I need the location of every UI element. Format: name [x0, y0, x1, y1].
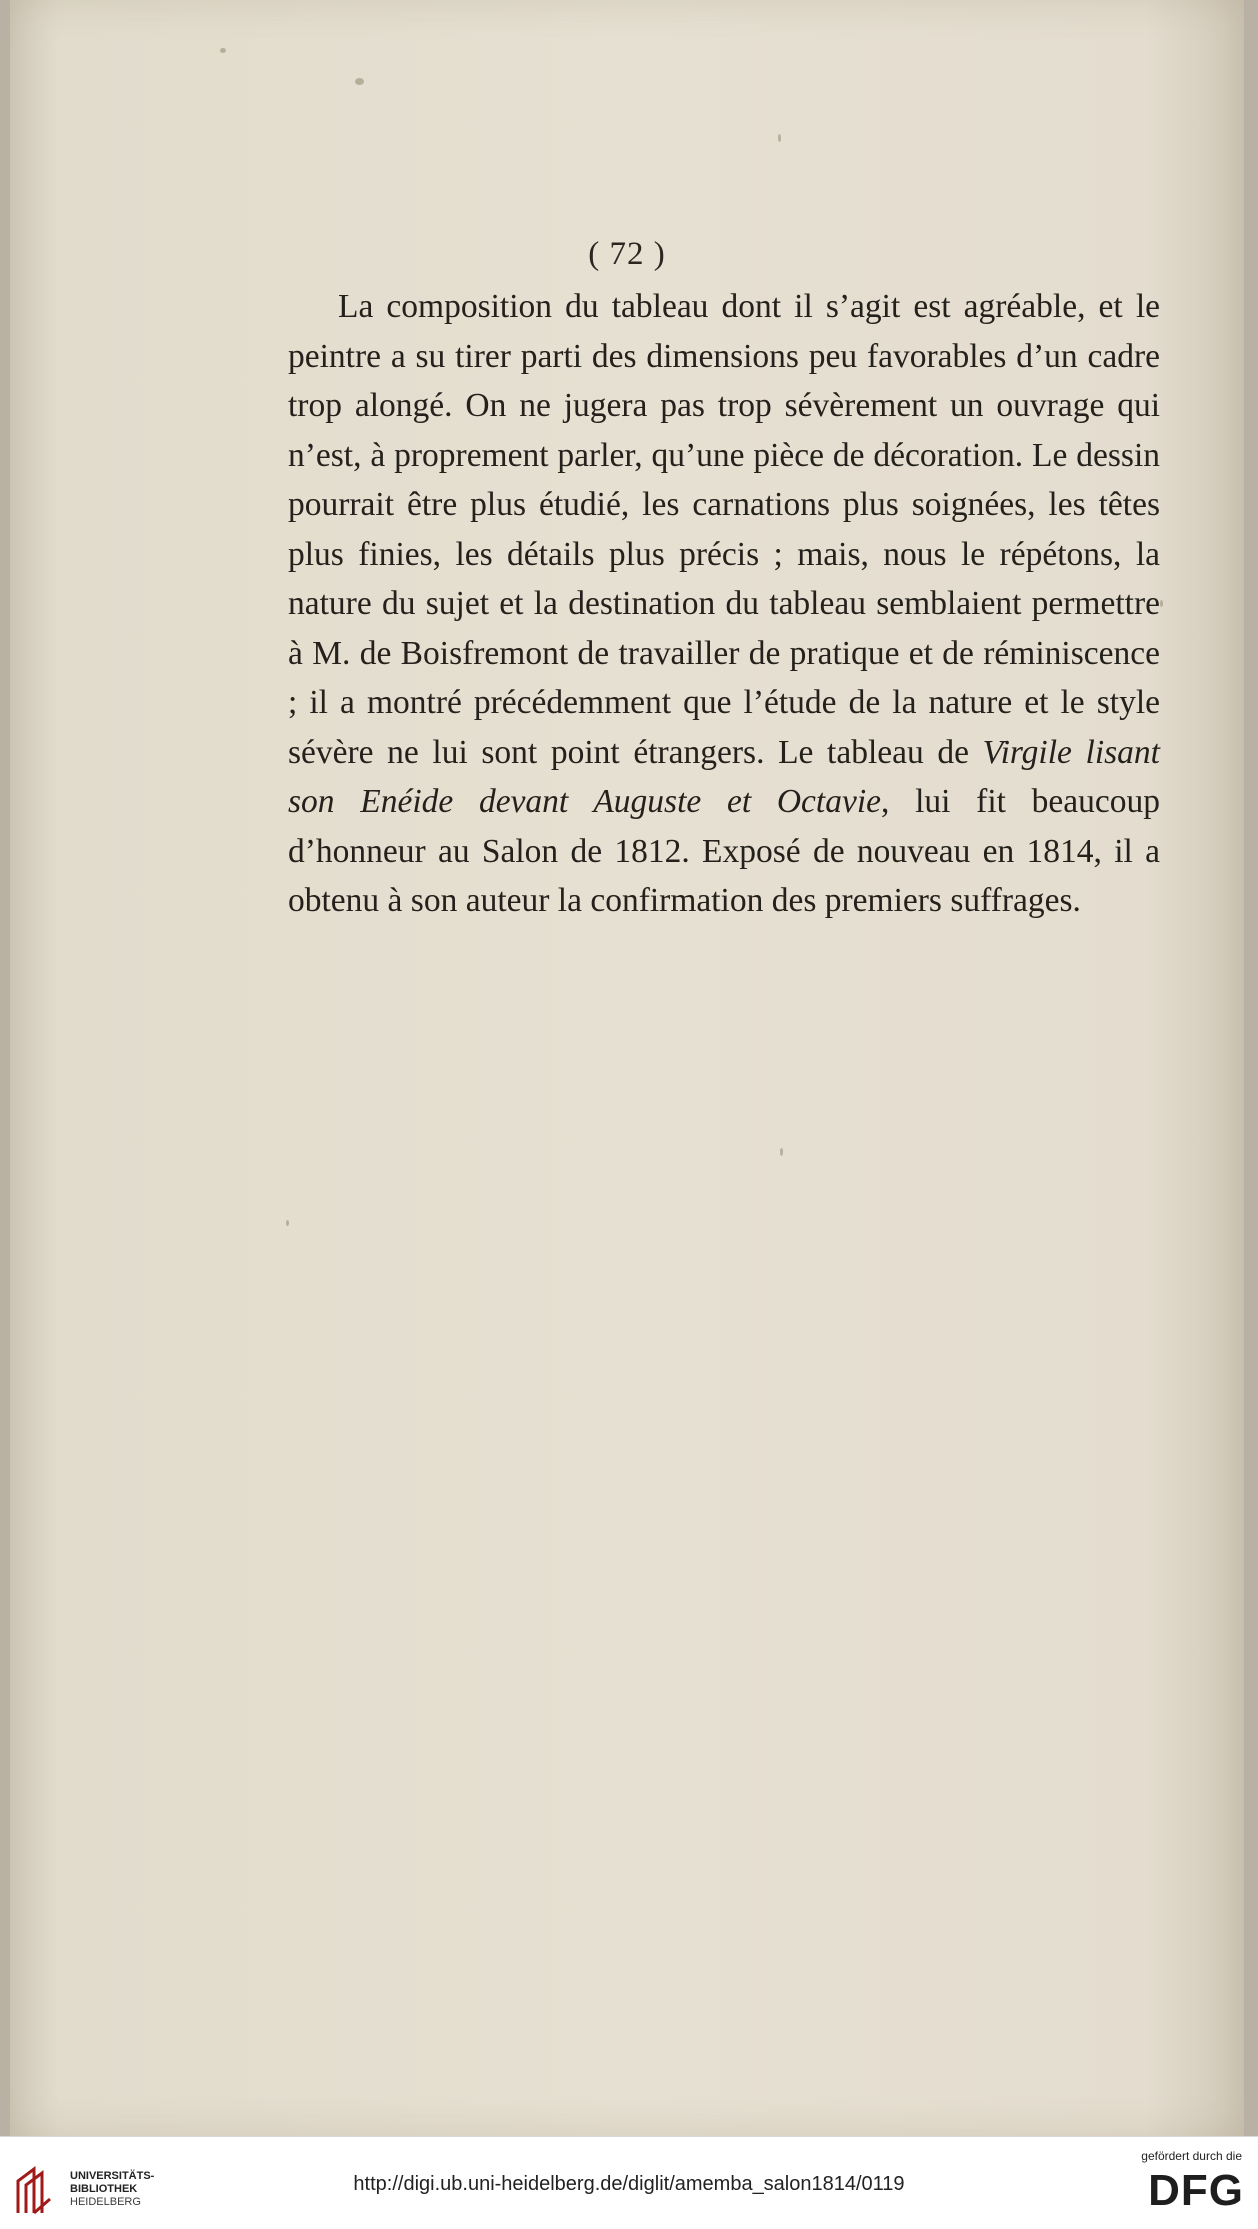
library-name-line2: BIBLIOTHEK [70, 2183, 138, 2195]
library-name-line3: HEIDELBERG [70, 2196, 141, 2208]
book-page [10, 0, 1244, 2136]
permalink-url[interactable]: http://digi.ub.uni-heidelberg.de/diglit/amemba_salon1814/0119 [353, 2173, 905, 2195]
paragraph [288, 282, 1160, 926]
italic-painting-title: Virgile lisant son Enéide devant Auguste et Octavie [288, 733, 1160, 820]
paper-speck [220, 48, 226, 53]
page-body-text [288, 282, 1160, 926]
paper-speck [1160, 600, 1163, 607]
paper-speck [780, 1148, 783, 1156]
funding-caption: gefördert durch die [1141, 2149, 1242, 2163]
dfg-logo: DFG [1148, 2166, 1244, 2215]
paper-speck [778, 134, 781, 142]
paper-speck [355, 78, 364, 85]
paragraph-text-end: , lui fit beaucoup d’honneur au Salon de 1812. Exposé de nouveau en 1814, il a obtenu à son auteur la confirmation des premiers suffrages. [288, 783, 1160, 919]
library-name-line1: UNIVERSITÄTS- [70, 2170, 155, 2182]
paper-speck [286, 1220, 289, 1226]
footer-bar [0, 2136, 1258, 2229]
paragraph-text-start: La composition du tableau dont il s’agit est agréable, et le peintre a su tirer parti des dimensions peu favorables d’un cadre trop alongé. On ne jugera pas trop sévèrement un ouvrage qui n’est, à proprement parler, qu’une pièce de décoration. Le dessin pourrait être plus étudié, les carnations plus soignées, les têtes plus finies, les détails plus précis ; mais, nous le répétons, la nature du sujet et la destination du tableau semblaient permettre à M. de Boisfremont de travailler de pratique et de réminiscence ; il a montré précédemment que l’étude de la nature et le style sévère ne lui sont point étrangers. Le tableau de [288, 288, 1160, 771]
page-number: ( 72 ) [588, 236, 666, 272]
